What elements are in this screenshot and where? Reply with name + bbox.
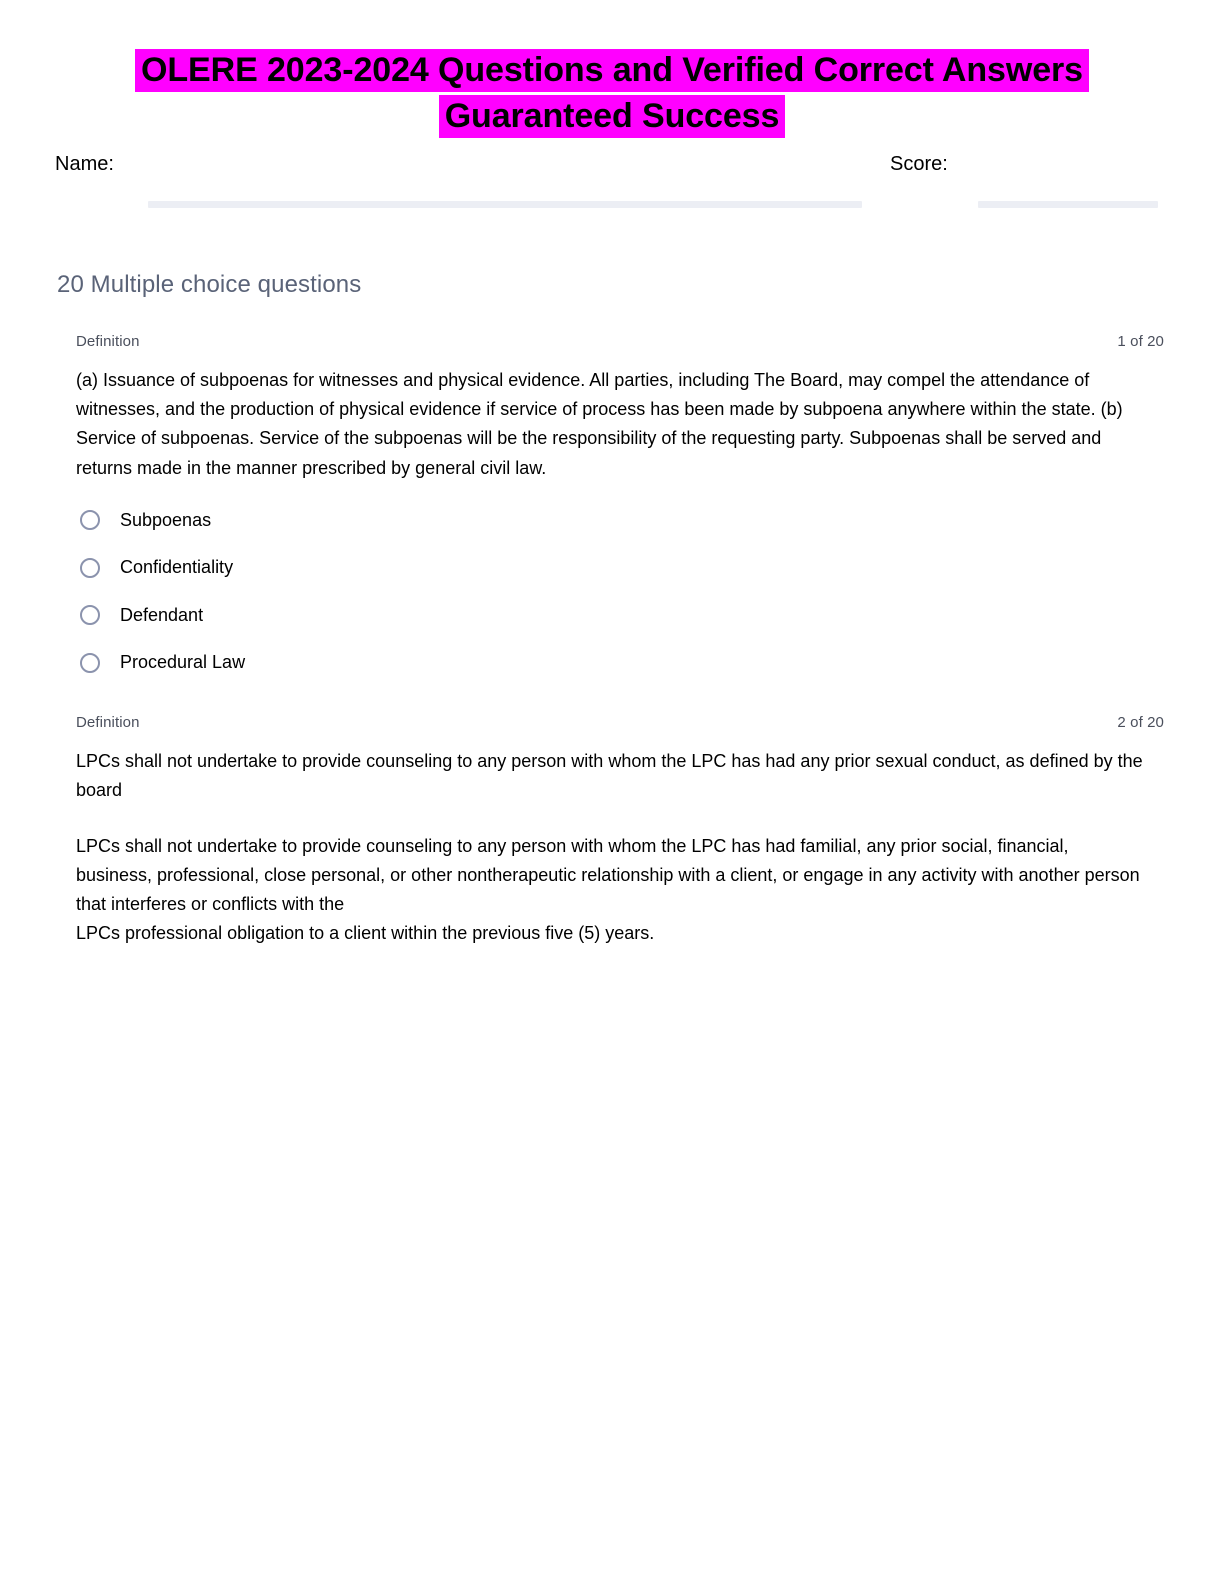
question-text: (a) Issuance of subpoenas for witnesses and physical evidence. All parties, including The Board, may compel the attendance of witnesses, and the production of physical evidence if service of process has been made by subpoena anywhere within the state. (b) Service of subpoenas. Service of the subpoenas will be the responsibility of the requesting party. Subpoenas shall be served and returns made in the manner prescribed by general civil law. xyxy=(76,370,1123,478)
question-spacer xyxy=(0,674,1224,714)
identification-row xyxy=(0,153,1224,223)
question-text: LPCs shall not undertake to provide counseling to any person with whom the LPC has had any prior sexual conduct, as defined by the board xyxy=(76,751,1143,801)
answer-options xyxy=(76,509,1164,675)
name-input[interactable] xyxy=(148,201,862,208)
radio-button-icon[interactable] xyxy=(80,558,100,578)
title-line-1 xyxy=(0,48,1224,94)
question-block xyxy=(76,714,1164,948)
score-input[interactable] xyxy=(978,201,1158,208)
question-text: LPCs professional obligation to a client within the previous five (5) years. xyxy=(76,923,655,944)
option-row[interactable] xyxy=(76,604,1164,627)
score-label: Score: xyxy=(890,153,948,176)
question-meta xyxy=(76,714,1164,731)
name-label: Name: xyxy=(55,153,114,176)
question-block xyxy=(76,333,1164,674)
option-row[interactable] xyxy=(76,509,1164,532)
option-label: Confidentiality xyxy=(120,557,234,578)
question-text: LPCs shall not undertake to provide counseling to any person with whom the LPC has had familial, any prior social, financial, business, professional, close personal, or other nontherapeutic relationship with a client, or engage in any activity with another person that interferes or conflicts with the xyxy=(76,835,1140,914)
option-label: Subpoenas xyxy=(120,509,212,530)
option-row[interactable] xyxy=(76,651,1164,674)
radio-button-icon[interactable] xyxy=(80,605,100,625)
section-heading: 20 Multiple choice questions xyxy=(57,271,362,299)
title-highlight-2: Guaranteed Success xyxy=(439,95,786,138)
option-label: Defendant xyxy=(120,604,204,625)
radio-button-icon[interactable] xyxy=(80,653,100,673)
option-row[interactable] xyxy=(76,556,1164,579)
question-counter: 1 of 20 xyxy=(1117,333,1164,351)
option-label: Procedural Law xyxy=(120,651,246,672)
document-title xyxy=(0,0,1224,139)
radio-button-icon[interactable] xyxy=(80,510,100,530)
question-kind-label: Definition xyxy=(76,714,140,732)
question-kind-label: Definition xyxy=(76,333,140,351)
question-meta xyxy=(76,333,1164,350)
questions-list xyxy=(0,333,1224,948)
title-line-2 xyxy=(0,94,1224,140)
title-highlight-1: OLERE 2023-2024 Questions and Verified Correct Answers xyxy=(135,49,1089,92)
question-counter: 2 of 20 xyxy=(1117,714,1164,732)
